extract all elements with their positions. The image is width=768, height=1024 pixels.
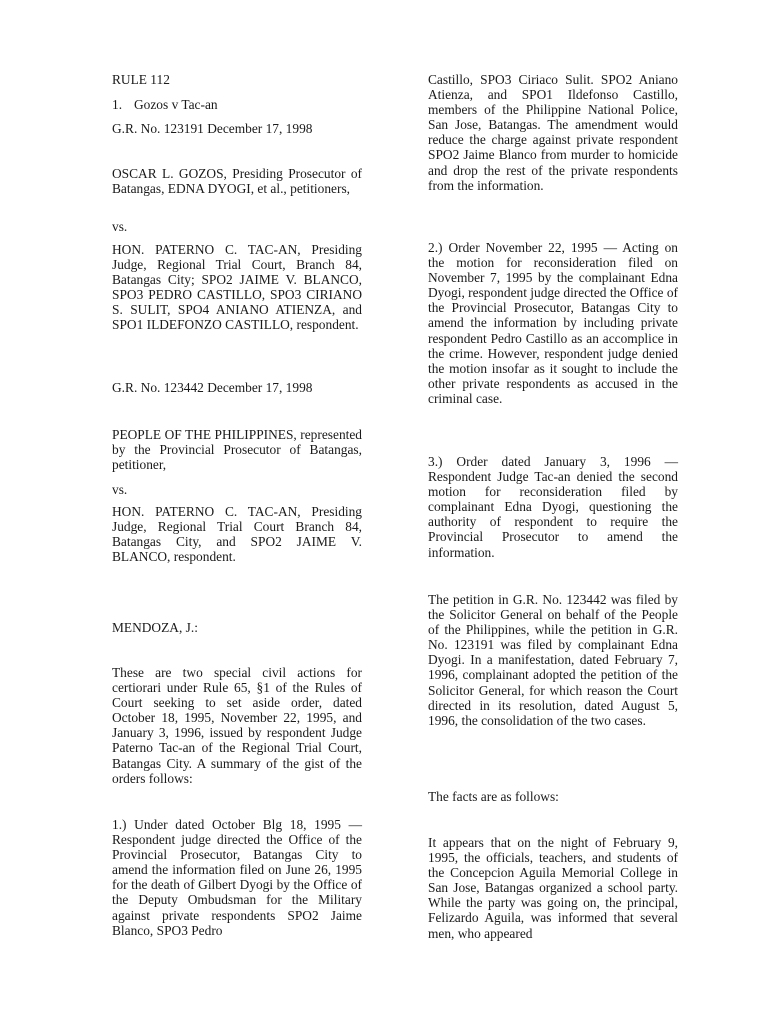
respondents-1: HON. PATERNO C. TAC-AN, Presiding Judge, Regional Trial Court, Branch 84, Batangas City; SPO2 JAIME V. BLANCO, SPO3 PEDRO CASTILLO, SPO3 CIRIANO S. SULIT, SPO4 ANIANO ATIENZA, and SPO1 ILDEFONZO CASTILLO, respondent. bbox=[112, 242, 362, 333]
respondents-2: HON. PATERNO C. TAC-AN, Presiding Judge, Regional Trial Court Branch 84, Batangas City, and SPO2 JAIME V. BLANCO, respondent. bbox=[112, 504, 362, 565]
facts-paragraph: It appears that on the night of February 9, 1995, the officials, teachers, and students of the Concepcion Aguila Memorial College in San Jose, Batangas organized a school party. While the party was going on, the principal, Felizardo Aguila, was informed that several men, who appeared bbox=[428, 835, 678, 941]
ponente: MENDOZA, J.: bbox=[112, 620, 198, 635]
case-list-item bbox=[112, 97, 362, 112]
vs-2: vs. bbox=[112, 482, 128, 497]
petition-paragraph: The petition in G.R. No. 123442 was filed by the Solicitor General on behalf of the People of the Philippines, while the petition in G.R. No. 123191 was filed by complainant Edna Dyogi. In a manifestation, dated February 7, 1996, complainant adopted the petition of the Solicitor General, for which reason the Court directed in its resolution, dated August 5, 1996, the consolidation of the two cases. bbox=[428, 592, 678, 728]
case-list-item-title: Gozos v Tac-an bbox=[134, 97, 218, 112]
gr-number-1: G.R. No. 123191 December 17, 1998 bbox=[112, 121, 313, 136]
order-1-paragraph: 1.) Under dated October Blg 18, 1995 — Respondent judge directed the Office of the Provincial Prosecutor, Batangas City to amend the information filed on June 26, 1995 for the death of Gilbert Dyogi by the Office of the Deputy Ombudsman for the Military against private respondents SPO2 Jaime Blanco, SPO3 Pedro bbox=[112, 817, 362, 938]
rule-heading: RULE 112 bbox=[112, 72, 170, 87]
gr-number-2: G.R. No. 123442 December 17, 1998 bbox=[112, 380, 313, 395]
case-list-item-number: 1. bbox=[112, 97, 123, 112]
order-3-paragraph: 3.) Order dated January 3, 1996 — Respondent Judge Tac-an denied the second motion for reconsideration filed by complainant Edna Dyogi, questioning the authority of respondent to require the Provincial Prosecutor to amend the information. bbox=[428, 454, 678, 560]
petitioners-1: OSCAR L. GOZOS, Presiding Prosecutor of Batangas, EDNA DYOGI, et al., petitioners, bbox=[112, 166, 362, 197]
petitioners-2: PEOPLE OF THE PHILIPPINES, represented by the Provincial Prosecutor of Batangas, petitioner, bbox=[112, 427, 362, 473]
intro-paragraph: These are two special civil actions for certiorari under Rule 65, §1 of the Rules of Court seeking to set aside order, dated October 18, 1995, November 22, 1995, and January 3, 1996, issued by respondent Judge Paterno Tac-an of the Regional Trial Court, Batangas City. A summary of the gist of the orders follows: bbox=[112, 665, 362, 786]
order-1-continued-paragraph: Castillo, SPO3 Ciriaco Sulit. SPO2 Aniano Atienza, and SPO1 Ildefonso Castillo, members of the Philippine National Police, San Jose, Batangas. The amendment would reduce the charge against private respondent SPO2 Jaime Blanco from murder to homicide and drop the rest of the private respondents from the information. bbox=[428, 72, 678, 193]
facts-heading: The facts are as follows: bbox=[428, 789, 559, 804]
order-2-paragraph: 2.) Order November 22, 1995 — Acting on the motion for reconsideration filed on November 7, 1995 by the complainant Edna Dyogi, respondent judge directed the Office of the Provincial Prosecutor, Batangas City to amend the information by including private respondent Pedro Castillo as an accomplice in the crime. However, respondent judge denied the motion insofar as it sought to include the other private respondents as accused in the criminal case. bbox=[428, 240, 679, 406]
vs-1: vs. bbox=[112, 219, 128, 234]
